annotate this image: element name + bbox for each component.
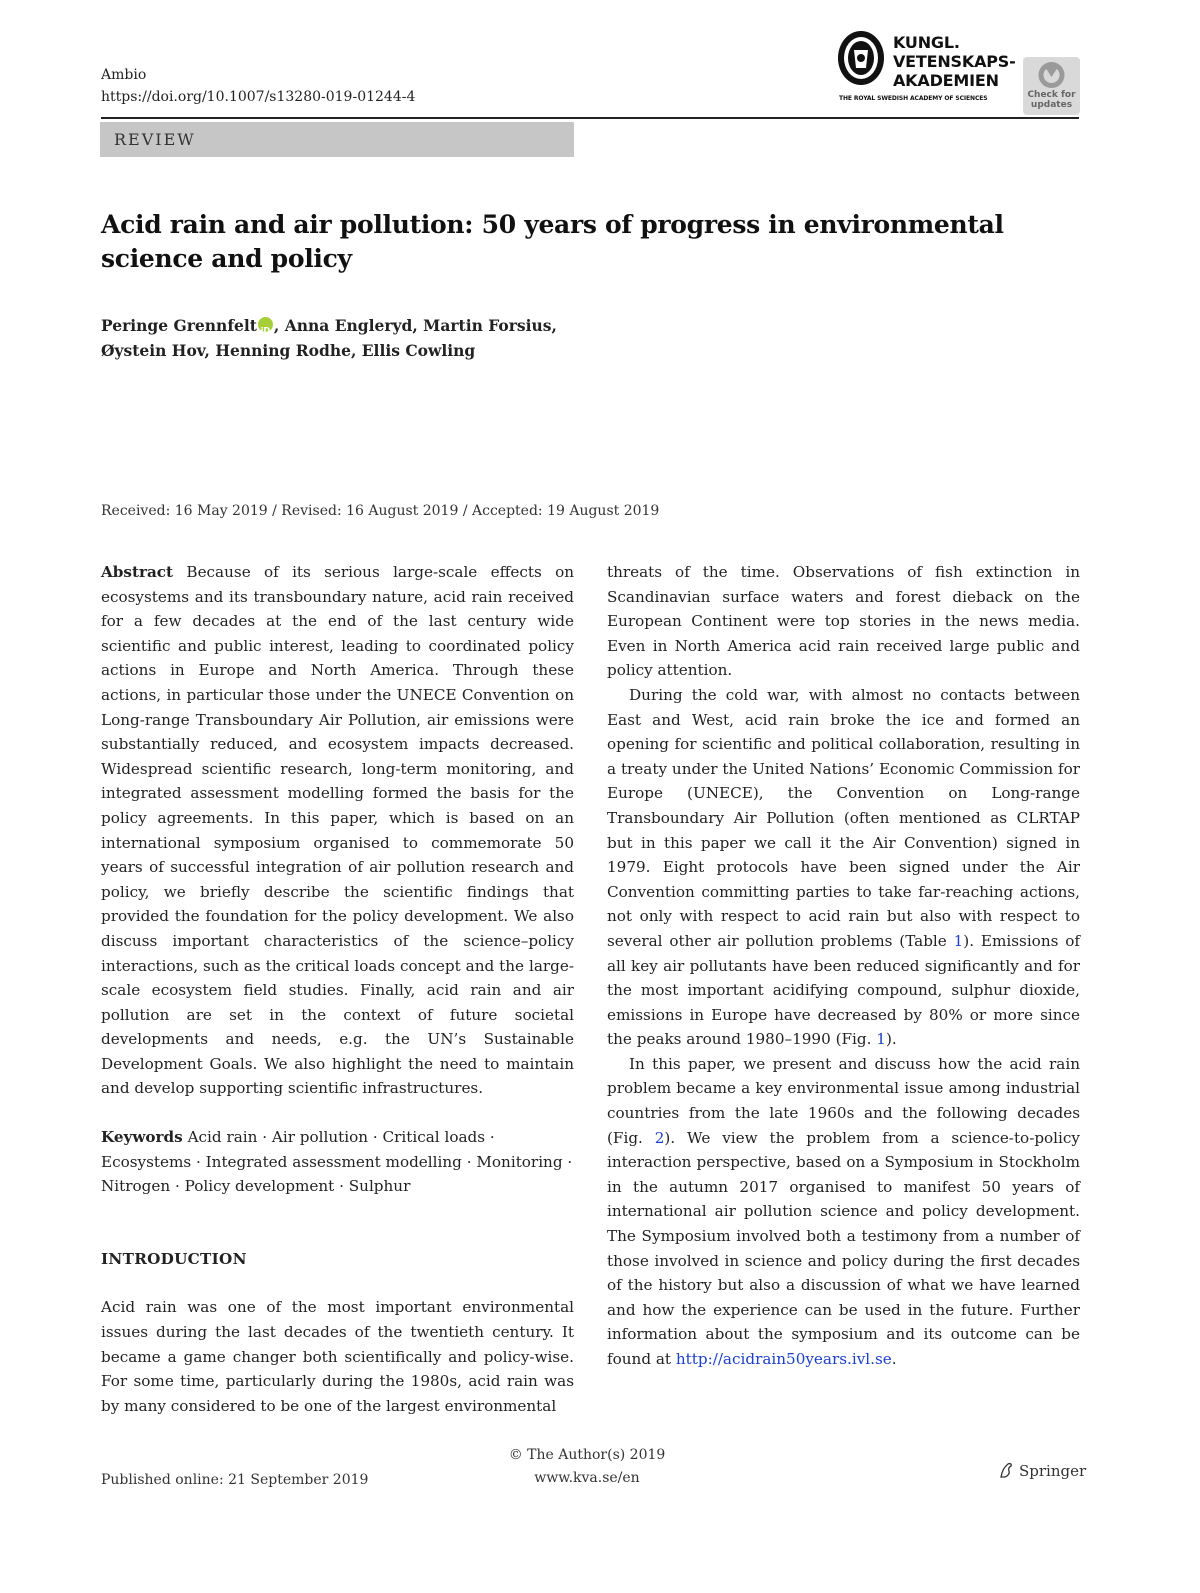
check-updates-icon — [1023, 57, 1080, 91]
springer-horse-icon — [998, 1461, 1016, 1479]
figure-ref-link[interactable]: 2 — [654, 1128, 665, 1147]
academy-logo-text: KUNGL. VETENSKAPS- AKADEMIEN — [893, 33, 1016, 90]
copyright-notice: © The Author(s) 2019 — [508, 1447, 666, 1463]
doi-link[interactable]: https://doi.org/10.1007/s13280-019-01244-4 — [101, 89, 416, 105]
journal-name: Ambio — [101, 67, 147, 83]
authors-rest-line1: , Anna Engleryd, Martin Forsius, — [273, 316, 557, 335]
author-first: Peringe Grennfelt — [101, 316, 257, 335]
springer-logo: Springer — [998, 1461, 1086, 1480]
published-date: Published online: 21 September 2019 — [101, 1472, 369, 1488]
check-updates-label: Check for updates — [1027, 90, 1076, 110]
abstract-label: Abstract — [101, 563, 174, 581]
keywords-paragraph — [101, 1125, 574, 1199]
table-ref-link[interactable]: 1 — [953, 931, 964, 950]
figure-ref-link[interactable]: 1 — [876, 1030, 886, 1049]
orcid-icon[interactable]: iD — [258, 317, 273, 332]
article-title: Acid rain and air pollution: 50 years of progress in environmental science and policy — [101, 210, 1004, 273]
section-heading: INTRODUCTION — [101, 1249, 247, 1268]
left-column — [101, 560, 574, 1418]
academy-tagline: THE ROYAL SWEDISH ACADEMY OF SCIENCES — [839, 95, 988, 102]
website-link[interactable]: www.kva.se/en — [534, 1470, 640, 1486]
authors-line2: Øystein Hov, Henning Rodhe, Ellis Cowling — [101, 341, 476, 360]
check-for-updates-button[interactable] — [1023, 57, 1080, 115]
right-column — [607, 560, 1080, 1372]
intro-paragraph-1: Acid rain was one of the most important environmental issues during the last decades of the twentieth century. It became a game changer both scientifically and policy-wise. For some time, particularly during the 1980s, acid rain was by many considered to be one of the largest environmental — [101, 1298, 574, 1415]
abstract-paragraph — [101, 560, 574, 1101]
header-rule — [101, 117, 1079, 119]
symposium-url-link[interactable]: http://acidrain50years.ivl.se — [675, 1350, 892, 1368]
keywords-text: Acid rain · Air pollution · Critical loads · Ecosystems · Integrated assessment modelling · Monitoring · Nitrogen · Policy development · Sulphur — [101, 1128, 573, 1196]
abstract-text: Because of its serious large-scale effects on ecosystems and its transboundary nature, acid rain received for a few decades at the end of the last century wide scientific and public interest, leading to coordinated policy actions in Europe and North America. Through these actions, in particular those under the UNECE Convention on Long-range Transboundary Air Pollution, air emissions were substantially reduced, and ecosystem impacts decreased. Widespread scientific research, long-term monitoring, and integrated assessment modelling formed the basis for the policy agreements. In this paper, which is based on an international symposium organised to commemorate 50 years of successful integration of air pollution research and policy, we briefly describe the scientific findings that provided the foundation for the policy development. We also discuss important characteristics of the science–policy interactions, such as the critical loads concept and the large-scale ecosystem field studies. Finally, acid rain and air pollution are set in the context of future societal developments and needs, e.g. the UN’s Sustainable Development Goals. We also highlight the need to maintain and develop supporting scientific infrastructures. — [101, 563, 575, 1098]
article-dates: Received: 16 May 2019 / Revised: 16 August 2019 / Accepted: 19 August 2019 — [101, 503, 660, 519]
intro-paragraph-1-cont: threats of the time. Observations of fish extinction in Scandinavian surface waters and forest dieback on the European Continent were top stories in the news media. Even in North America acid rain received large public and policy attention. — [607, 563, 1080, 680]
section-label: REVIEW — [114, 130, 196, 149]
author-list — [101, 313, 701, 363]
intro-paragraph-2: During the cold war, with almost no contacts between East and West, acid rain broke the ice and formed an opening for scientific and political collaboration, resulting in a treaty under the United Nations’ Economic Commission for Europe (UNECE), the Convention on Long-range Transboundary Air Pollution (often mentioned as CLRTAP but in this paper we call it the Air Convention) signed in 1979. Eight protocols have been signed under the Air Convention committing parties to take far-reaching actions, not only with respect to acid rain but also with respect to several other air pollution problems (Table 1). Emissions of all key air pollutants have been reduced significantly and for the most important acidifying compound, sulphur dioxide, emissions in Europe have decreased by 80% or more since the peaks around 1980–1990 (Fig. 1). — [607, 685, 1080, 1049]
academy-seal-icon — [836, 28, 886, 90]
keywords-label: Keywords — [101, 1128, 183, 1147]
intro-paragraph-3: In this paper, we present and discuss how the acid rain problem became a key environmental issue among industrial countries from the late 1960s and the following decades (Fig. 2). We view the problem from a science-to-policy interaction perspective, based on a Symposium in Stockholm in the autumn 2017 organised to manifest 50 years of international air pollution science and policy development. The Symposium involved both a testimony from a number of those involved in science and policy during the first decades of the history but also a discussion of what we have learned and how the experience can be used in the future. Further information about the symposium and its outcome can be found at http://acidrain50years.ivl.se. — [607, 1054, 1080, 1368]
